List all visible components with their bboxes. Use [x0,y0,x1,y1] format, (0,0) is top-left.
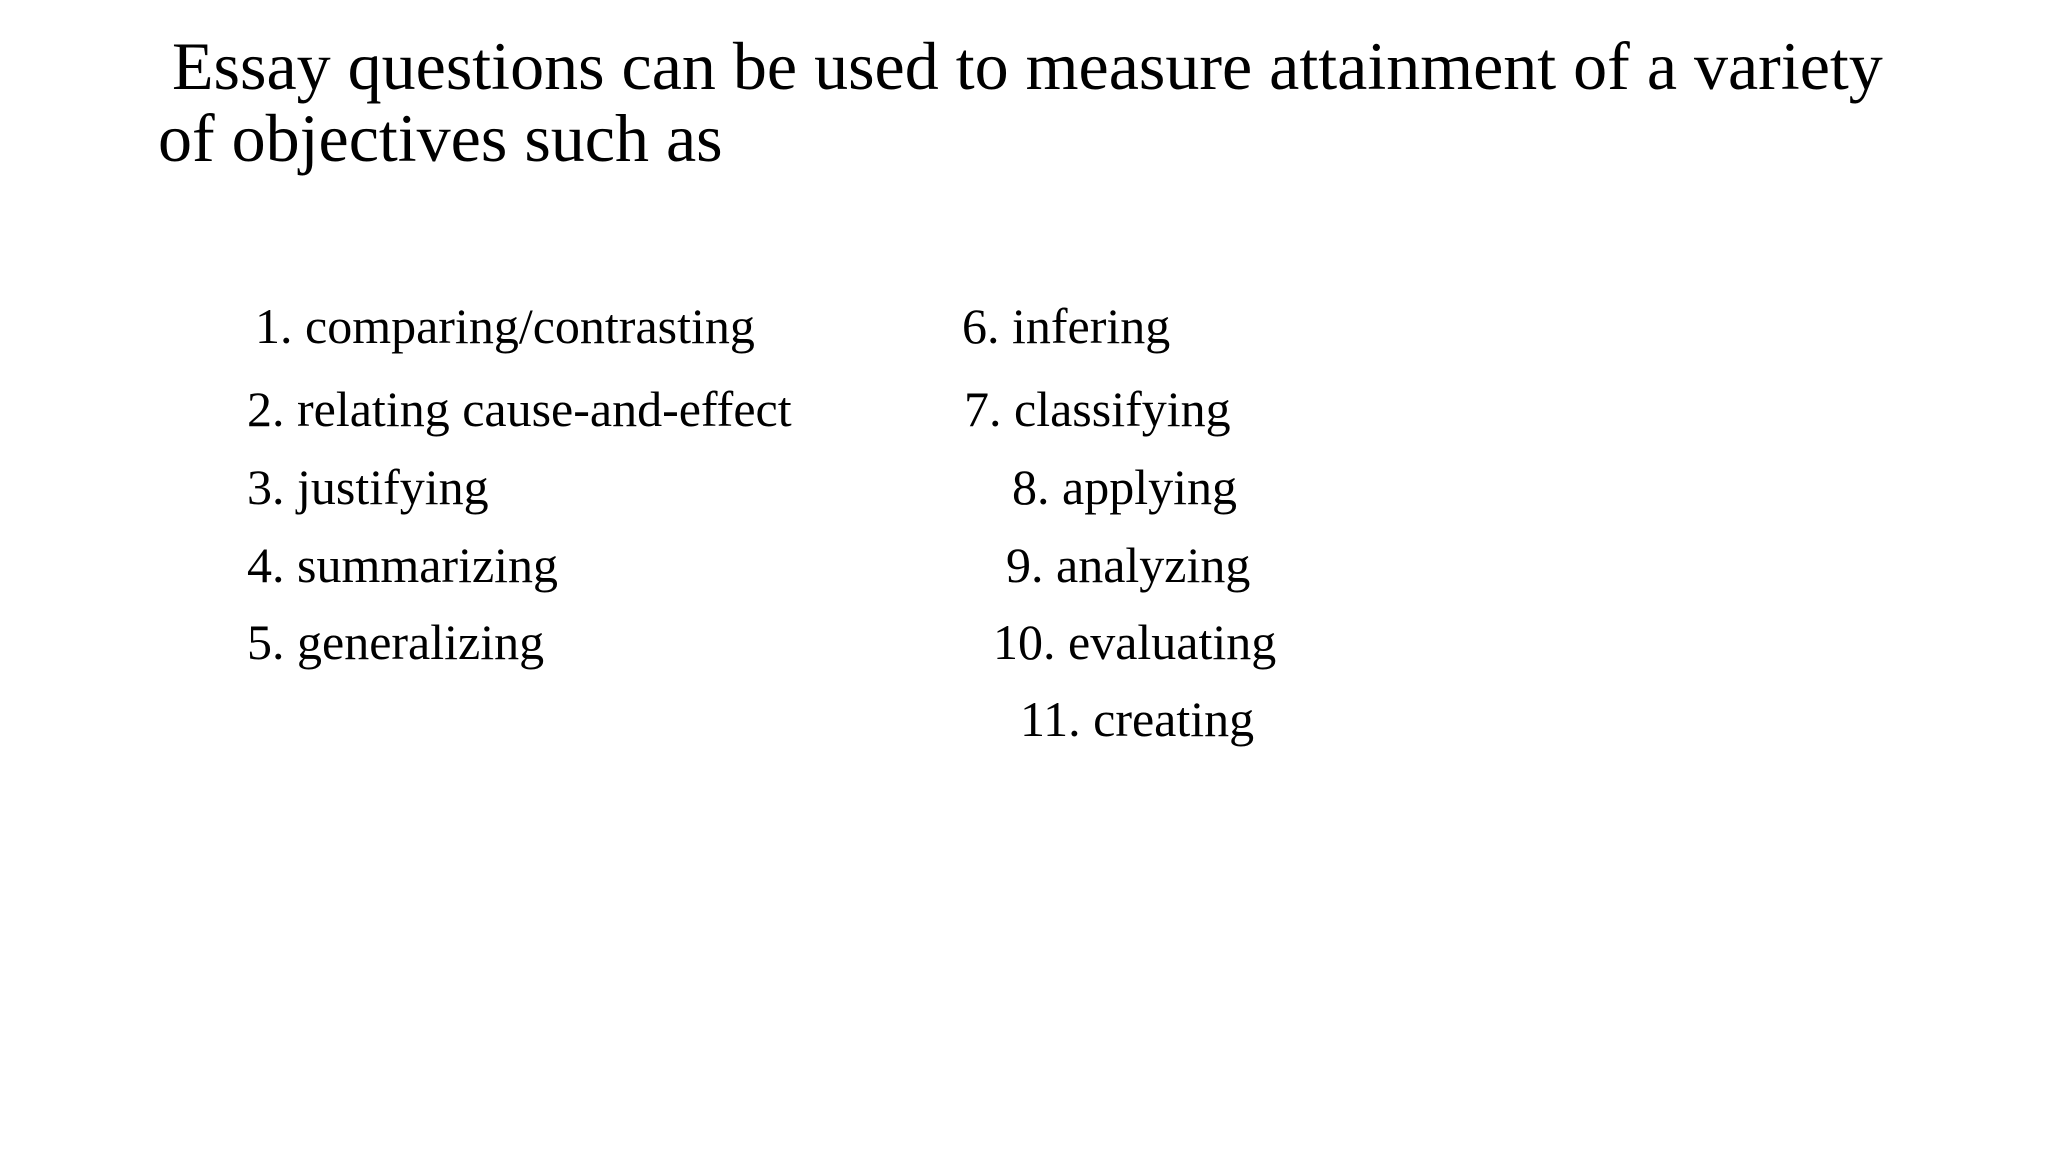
slide-title-line-2: of objectives such as [158,100,723,176]
list-item-classifying: 7. classifying [964,381,1231,437]
list-item-infering: 6. infering [962,298,1171,354]
list-item-justifying: 3. justifying [247,459,489,515]
list-item-analyzing: 9. analyzing [1006,537,1251,593]
list-item-generalizing: 5. generalizing [247,614,545,670]
slide-title [158,30,1958,174]
list-item-evaluating: 10. evaluating [993,614,1277,670]
list-item-relating-cause-and-effect: 2. relating cause-and-effect [247,381,792,437]
slide-title-line-1: Essay questions can be used to measure attainment of a variety [172,28,1883,104]
list-item-applying: 8. applying [1012,459,1237,515]
list-item-comparing-contrasting: 1. comparing/contrasting [255,298,755,354]
list-item-summarizing: 4. summarizing [247,537,559,593]
list-item-creating: 11. creating [1020,691,1255,747]
